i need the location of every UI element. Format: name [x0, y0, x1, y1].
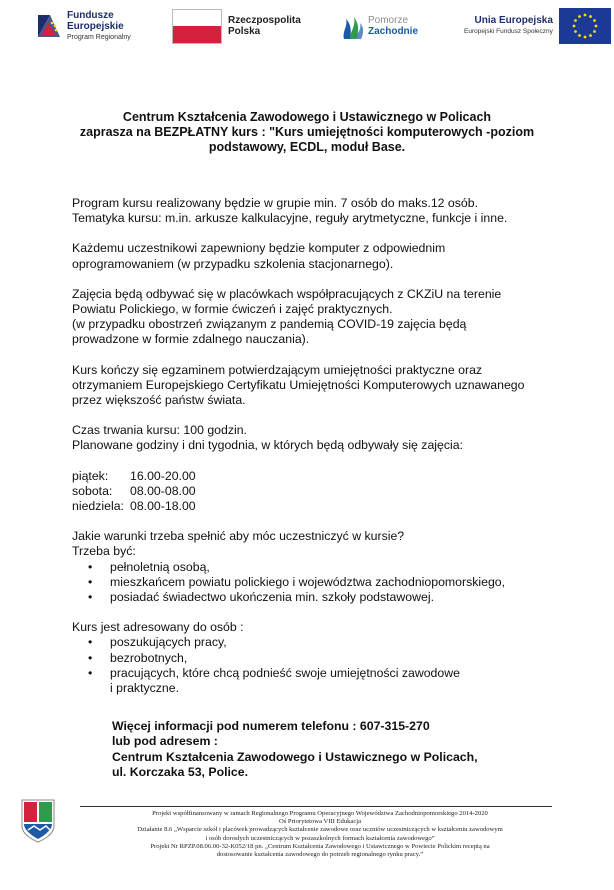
audience-list — [72, 635, 572, 696]
eu-star — [594, 25, 597, 28]
eu-star — [574, 19, 577, 22]
course-topics: Tematyka kursu: m.in. arkusze kalkulacyjne, reguły arytmetyczne, funkcje i inne. — [72, 211, 508, 226]
list-item: • bezrobotnych, — [110, 651, 572, 666]
exam-l2: otrzymaniem Europejskiego Certyfikatu Umiejętności Komputerowych uznawanego — [72, 377, 525, 392]
eu-star — [583, 36, 586, 39]
fe-line1: Fundusze — [67, 9, 114, 21]
footer-line3: Działanie 8.6 „Wsparcie szkół i placówek prowadzących kształcenie zawodowe oraz uczniów uczestniczących w kształceniu zawodowym — [137, 826, 503, 834]
eu-star — [578, 34, 581, 37]
unia-europejska-logo — [464, 6, 611, 46]
footer-line5: Projekt Nr RPZP.08.06.00-32-K052/18 pn. „Centrum Kształcenia Zawodowego i Ustawicznego w Powiecie Polickim receptą na — [150, 842, 490, 850]
location-l1: Zajęcia będą odbywać się w placówkach współpracujących z CKZiU na terenie — [72, 286, 502, 301]
audience-item3-l2: i praktyczne. — [110, 681, 180, 696]
eu-star — [583, 14, 586, 17]
eu-flag-icon — [559, 8, 611, 44]
list-item: • pełnoletnią osobą, — [110, 560, 572, 575]
polish-flag-icon — [172, 9, 222, 44]
course-group-size: Program kursu realizowany będzie w grupie min. 7 osób do maks.12 osób. — [72, 196, 479, 210]
exam-l3: przez większość państw świata. — [72, 393, 246, 408]
contact-street: ul. Korczaka 53, Police. — [112, 764, 249, 779]
eu-star — [589, 15, 592, 18]
eu-star — [574, 30, 577, 33]
footer-text — [70, 810, 570, 859]
footer-line2: Oś Priorytetowa VIII Edukacja — [278, 818, 362, 826]
contact-phone: Więcej informacji pod numerem telefonu : 607-315-270 — [112, 719, 430, 734]
eu-star — [572, 25, 575, 28]
list-item — [110, 666, 572, 696]
location-l3: (w przypadku obostrzeń związanym z pandemią COVID-19 zajęcia będą — [72, 317, 467, 332]
fe-line3: Program Regionalny — [67, 33, 131, 41]
footer-divider — [80, 806, 552, 807]
heading-line1: Centrum Kształcenia Zawodowego i Ustawicznego w Policach — [122, 110, 492, 124]
contact-address-label: lub pod adresem : — [112, 734, 218, 749]
location-l4: prowadzone w formie zdalnego nauczania). — [72, 332, 310, 347]
ue-line2: Europejski Fundusz Społeczny — [464, 28, 553, 35]
requirements-question: Jakie warunki trzeba spełnić aby móc uczestniczyć w kursie? — [72, 529, 405, 544]
rp-line1: Rzeczpospolita — [228, 15, 301, 26]
schedule-day: niedziela: — [72, 499, 124, 514]
heading-line3: podstawowy, ECDL, moduł Base. — [208, 140, 406, 154]
fe-line2: Europejskie — [67, 20, 124, 32]
list-item: • poszukujących pracy, — [110, 635, 572, 650]
exam-l1: Kurs kończy się egzaminem potwierdzającym umiejętności praktyczne oraz — [72, 362, 483, 377]
ue-line1: Unia Europejska — [474, 15, 553, 26]
list-item: • posiadać świadectwo ukończenia min. szkoły podstawowej. — [110, 590, 572, 605]
schedule-table — [72, 469, 572, 515]
schedule-hours: 16.00-20.00 — [130, 468, 196, 483]
pz-line2: Zachodnie — [368, 26, 419, 37]
footer-line4: i osób dorosłych uczestniczących w pozaszkolnych formach kształcenia zawodowego” — [205, 834, 435, 842]
eu-star — [589, 34, 592, 37]
eu-star — [593, 19, 596, 22]
footer-line1: Projekt współfinansowany w ramach Regionalnego Programu Operacyjnego Województwa Zachodniopomorskiego 2014-2020 — [152, 810, 488, 817]
page-heading — [0, 110, 614, 155]
footer-line6: dostosowanie kształcenia zawodowego do potrzeb regionalnego rynku pracy.” — [216, 851, 424, 859]
pz-line1: Pomorze — [368, 15, 409, 26]
heading-line2: zaprasza na BEZPŁATNY kurs : "Kurs umiejętności komputerowych -poziom — [79, 125, 535, 139]
fundusze-europejskie-logo — [36, 6, 131, 46]
audience-intro: Kurs jest adresowany do osób : — [72, 620, 244, 635]
requirements-intro: Trzeba być: — [72, 544, 136, 559]
schedule-intro: Planowane godziny i dni tygodnia, w których będą odbywały się zajęcia: — [72, 438, 463, 453]
rp-line2: Polska — [228, 26, 261, 37]
computer-provided-l1: Każdemu uczestnikowi zapewniony będzie komputer z odpowiednim — [72, 241, 446, 256]
schedule-hours: 08.00-08.00 — [130, 483, 196, 498]
pomorze-zachodnie-icon — [338, 9, 366, 43]
body-content — [72, 196, 572, 780]
location-l2: Powiatu Polickiego, w formie ćwiczeń i zajęć praktycznych. — [72, 302, 393, 317]
schedule-day: sobota: — [72, 483, 113, 498]
requirements-list — [72, 560, 572, 606]
rzeczpospolita-polska-logo — [172, 6, 301, 46]
logo-bar — [0, 0, 614, 52]
pomorze-zachodnie-logo — [338, 6, 418, 46]
schedule-hours: 08.00-18.00 — [130, 499, 196, 514]
contact-org: Centrum Kształcenia Zawodowego i Ustawicznego w Policach, — [112, 749, 478, 764]
zachodniopomorskie-crest-icon — [20, 798, 56, 844]
computer-provided-l2: oprogramowaniem (w przypadku szkolenia stacjonarnego). — [72, 256, 394, 271]
duration: Czas trwania kursu: 100 godzin. — [72, 423, 247, 438]
list-item: • mieszkańcem powiatu polickiego i województwa zachodniopomorskiego, — [110, 575, 572, 590]
audience-item3-l1: pracujących, które chcą podnieść swoje umiejętności zawodowe — [110, 665, 460, 680]
eu-star — [593, 30, 596, 33]
schedule-day: piątek: — [72, 468, 109, 483]
eu-star — [578, 15, 581, 18]
contact-block — [112, 719, 572, 780]
fundusze-europejskie-icon — [36, 13, 62, 39]
